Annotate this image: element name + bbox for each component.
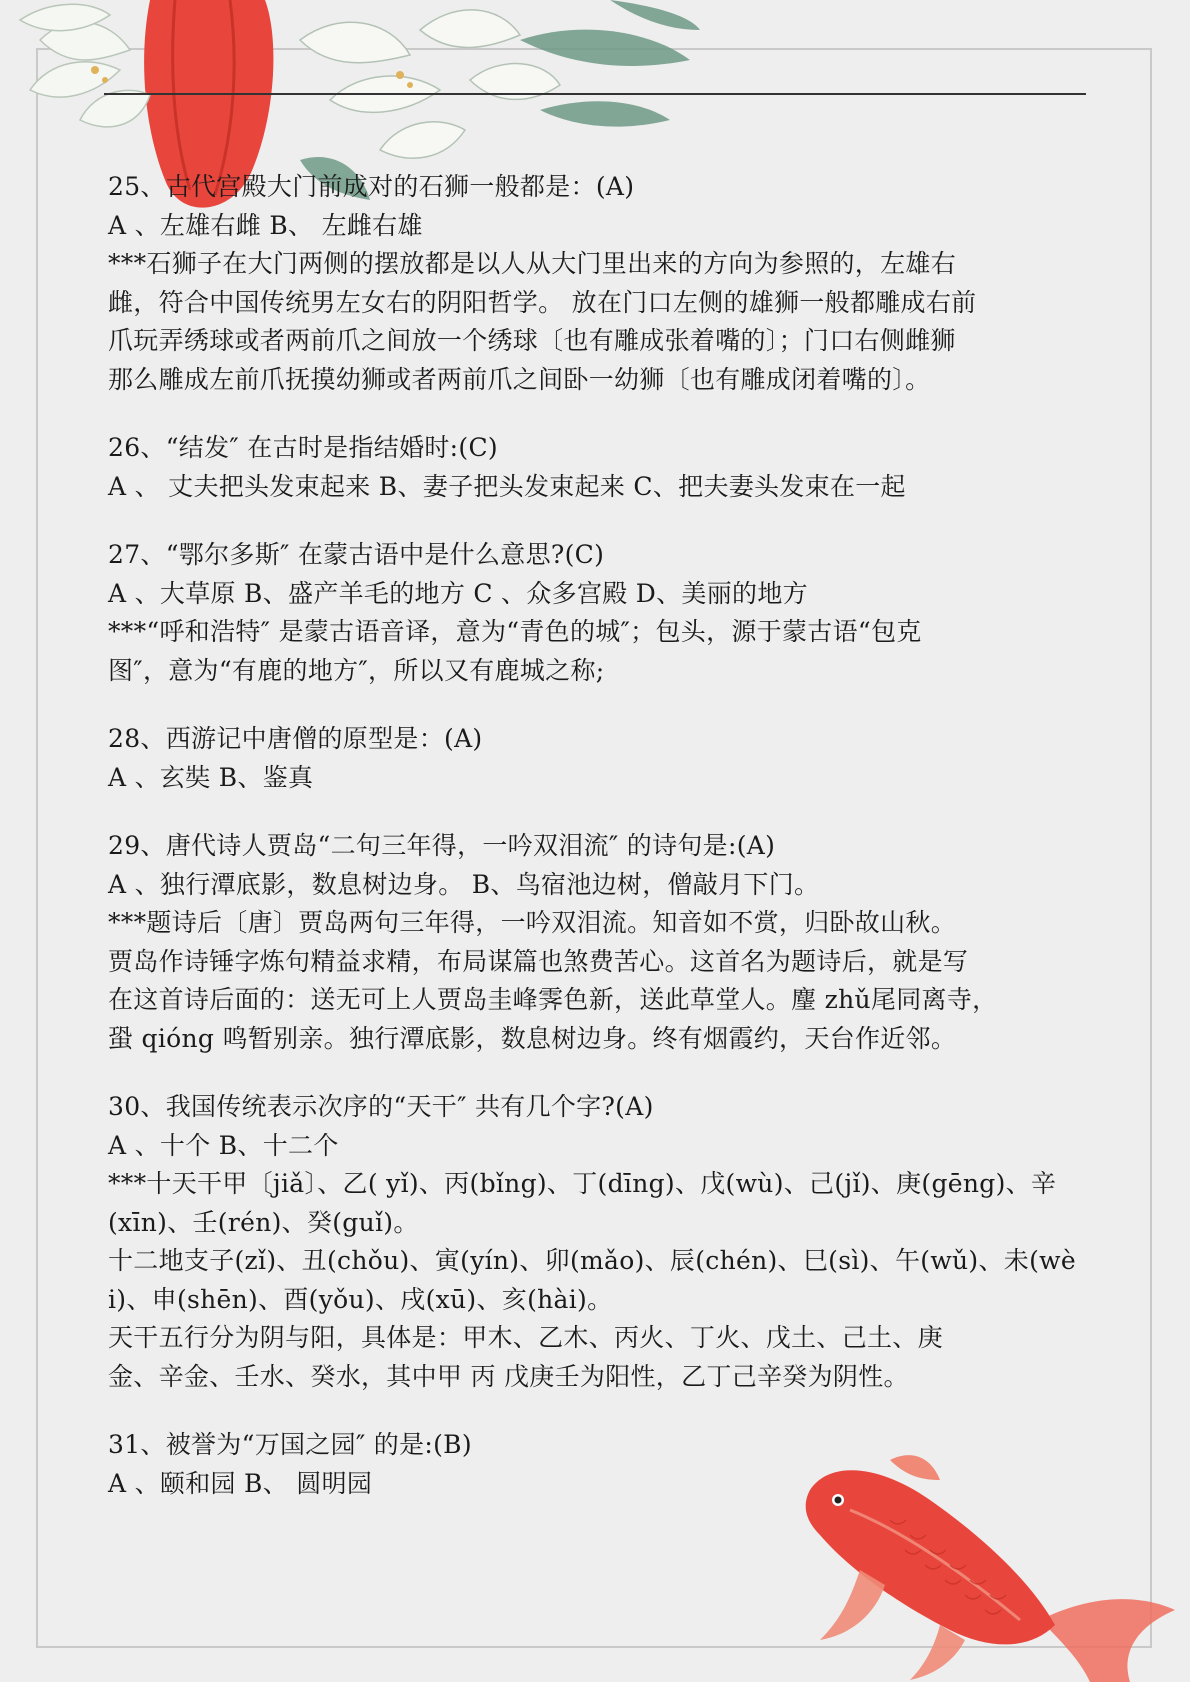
quiz-content bbox=[108, 168, 1086, 1533]
koi-fish-illustration bbox=[790, 1450, 1180, 1682]
question-text: 31、被誉为“万国之园″ 的是:(B) bbox=[108, 1430, 472, 1459]
answer-line: A 、左雄右雌 B、 左雌右雄 bbox=[108, 210, 423, 240]
question-text: 26、“结发″ 在古时是指结婚时:(C) bbox=[108, 433, 498, 462]
explanation-line: ***石狮子在大门两侧的摆放都是以人从大门里出来的方向为参照的，左雄右 bbox=[108, 249, 957, 278]
question-text: 28、西游记中唐僧的原型是：(A) bbox=[108, 724, 483, 753]
explanation-line: ***“呼和浩特″ 是蒙古语音译，意为“青色的城″；包头，源于蒙古语“包克 bbox=[108, 617, 922, 646]
question-text: 30、我国传统表示次序的“天干″ 共有几个字?(A) bbox=[108, 1092, 654, 1121]
question-text: 25、古代宫殿大门前成对的石狮一般都是：(A) bbox=[108, 172, 635, 201]
question-block bbox=[108, 1088, 1086, 1396]
question-block bbox=[108, 720, 1086, 797]
answer-line: A 、独行潭底影，数息树边身。 B、鸟宿池边树，僧敲月下门。 bbox=[108, 869, 820, 899]
question-block bbox=[108, 536, 1086, 690]
explanation-line: i)、申(shēn)、酉(yǒu)、戌(xū)、亥(hài)。 bbox=[108, 1284, 613, 1314]
explanation-line: ***题诗后〔唐〕贾岛两句三年得，一吟双泪流。知音如不赏，归卧故山秋。 bbox=[108, 908, 957, 937]
answer-line: A 、 丈夫把头发束起来 B、妻子把头发束起来 C、把夫妻头发束在一起 bbox=[108, 471, 906, 501]
question-text: 29、唐代诗人贾岛“二句三年得，一吟双泪流″ 的诗句是:(A) bbox=[108, 831, 776, 860]
question-block bbox=[108, 168, 1086, 399]
explanation-line: 雌，符合中国传统男左女右的阴阳哲学。 放在门口左侧的雄狮一般都雕成右前 bbox=[108, 287, 977, 317]
explanation-line: (xīn)、壬(rén)、癸(guǐ)。 bbox=[108, 1207, 419, 1237]
header-rule bbox=[104, 93, 1086, 95]
explanation-line: 十二地支子(zǐ)、丑(chǒu)、寅(yín)、卯(mǎo)、辰(chén)、巳(sì)、午(wǔ)、未(wè bbox=[108, 1246, 1076, 1275]
question-text: 27、“鄂尔多斯″ 在蒙古语中是什么意思?(C) bbox=[108, 540, 605, 569]
explanation-line: 图″，意为“有鹿的地方″，所以又有鹿城之称; bbox=[108, 655, 605, 685]
question-block bbox=[108, 429, 1086, 506]
explanation-line: 贾岛作诗锤字炼句精益求精，布局谋篇也煞费苦心。这首名为题诗后，就是写 bbox=[108, 946, 969, 976]
explanation-line: 金、辛金、壬水、癸水，其中甲 丙 戊庚壬为阳性，乙丁己辛癸为阴性。 bbox=[108, 1361, 909, 1391]
explanation-line: 爪玩弄绣球或者两前爪之间放一个绣球〔也有雕成张着嘴的〕；门口右侧雌狮 bbox=[108, 326, 956, 355]
answer-line: A 、颐和园 B、 圆明园 bbox=[108, 1468, 373, 1498]
answer-line: A 、大草原 B、盛产羊毛的地方 C 、众多宫殿 D、美丽的地方 bbox=[108, 578, 808, 608]
explanation-line: ***十天干甲〔jiǎ〕、乙( yǐ)、丙(bǐng)、丁(dīng)、戊(wù)、己(jǐ)、庚(gēng)、辛 bbox=[108, 1169, 1057, 1198]
question-block bbox=[108, 827, 1086, 1058]
answer-line: A 、十个 B、十二个 bbox=[108, 1130, 339, 1160]
explanation-line: 天干五行分为阴与阳，具体是：甲木、乙木、丙火、丁火、戊土、己土、庚 bbox=[108, 1323, 943, 1352]
answer-line: A 、玄奘 B、鉴真 bbox=[108, 762, 314, 792]
explanation-line: 蛩 qióng 鸣暂别亲。独行潭底影，数息树边身。终有烟霞约，天台作近邻。 bbox=[108, 1023, 957, 1053]
explanation-line: 那么雕成左前爪抚摸幼狮或者两前爪之间卧一幼狮〔也有雕成闭着嘴的〕。 bbox=[108, 364, 931, 394]
explanation-line: 在这首诗后面的：送无可上人贾岛圭峰霁色新，送此草堂人。麈 zhǔ尾同离寺， bbox=[108, 985, 998, 1014]
